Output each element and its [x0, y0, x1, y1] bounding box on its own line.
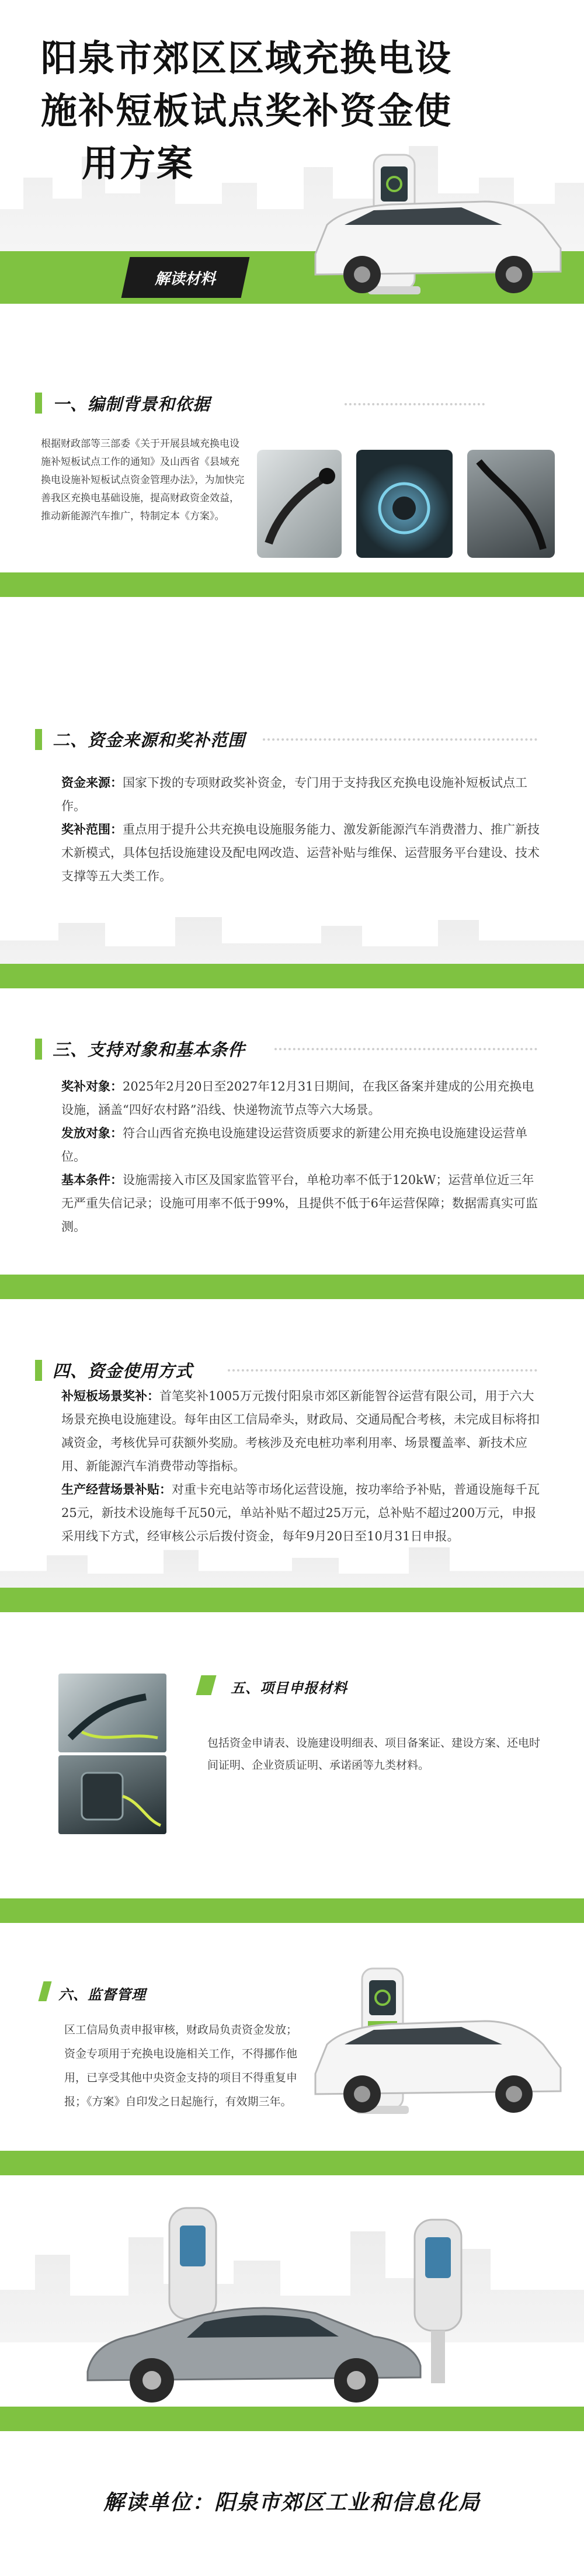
section1-heading: 一、编制背景和依据 — [53, 394, 211, 414]
section4-paragraph-1 — [61, 1384, 540, 1478]
section4-marker — [35, 1360, 42, 1381]
section3-label-2: 发放对象： — [61, 1126, 123, 1140]
section6-green-band — [0, 2151, 584, 2175]
section2-paragraph-1 — [61, 771, 540, 818]
section3-label-3: 基本条件： — [61, 1173, 123, 1187]
section3-body — [61, 1075, 540, 1238]
section4-text-2: 对重卡充电站等市场化运营设施，按功率给予补贴，普通设施每千瓦25元，新技术设施每千瓦50元，单站补贴不超过25万元，总补贴不超过200万元，申报采用线下方式，经审核公示后拨付资金，每年9月20日至10月31日申报。 — [61, 1483, 540, 1543]
section5-photo-bottom — [58, 1755, 166, 1834]
section1-green-band — [0, 572, 584, 597]
title-line-1: 阳泉市郊区区域充换电设 — [41, 37, 453, 79]
footer-issuer: 解读单位：阳泉市郊区工业和信息化局 — [103, 2491, 481, 2515]
section2-marker — [35, 729, 42, 750]
section5-text: 包括资金申请表、设施建设明细表、项目备案证、建设方案、还电时间证明、企业资质证明、承诺函等九类材料。 — [207, 1737, 541, 1772]
section1-divider — [345, 403, 485, 405]
section2-label-1: 资金来源： — [61, 776, 123, 790]
section4-divider — [228, 1369, 537, 1372]
section2-green-band — [0, 964, 584, 988]
interpretation-badge-label: 解读材料 — [155, 270, 216, 288]
section4-skyline — [0, 1542, 584, 1595]
section2-text-1: 国家下拨的专项财政奖补资金，专门用于支持我区充换电设施补短板试点工作。 — [61, 776, 527, 813]
section1-marker — [35, 393, 42, 414]
section2-text-2: 重点用于提升公共充换电设施服务能力、激发新能源汽车消费潜力、推广新技术新模式，具体包括设施建设及配电网改造、运营补贴与维保、运营服务平台建设、技术支撑等五大类工作。 — [61, 822, 540, 883]
section4-label-1: 补短板场景奖补： — [61, 1389, 159, 1403]
section2-heading: 二、资金来源和奖补范围 — [53, 730, 246, 750]
section4-green-band — [0, 1588, 584, 1612]
section2-body — [61, 771, 540, 888]
section3-paragraph-3 — [61, 1168, 540, 1238]
section4-heading: 四、资金使用方式 — [53, 1361, 193, 1381]
car-charger-illustration — [310, 137, 566, 313]
section6-text: 区工信局负责申报审核，财政局负责资金发放；资金专项用于充换电设施相关工作，不得挪作他用，已享受其他中央资金支持的项目不得重复申报；《方案》自印发之日起施行，有效期三年。 — [64, 2023, 298, 2108]
section5-marker — [196, 1675, 216, 1695]
section5-green-band — [0, 1898, 584, 1923]
section5-heading: 五、项目申报材料 — [231, 1680, 347, 1696]
section4-body — [61, 1384, 540, 1548]
section2-divider — [263, 738, 537, 741]
title-line-3: 用方案 — [82, 142, 194, 185]
section3-divider — [274, 1048, 537, 1050]
section3-marker — [35, 1039, 42, 1060]
section3-heading: 三、支持对象和基本条件 — [53, 1040, 246, 1060]
section6-marker — [38, 1981, 51, 2001]
section1-photo-1 — [257, 450, 342, 558]
section2-label-2: 奖补范围： — [61, 822, 123, 836]
section5-photo-top — [58, 1674, 166, 1752]
section1-photo-3 — [467, 450, 555, 558]
section3-text-1: 2025年2月20日至2027年12月31日期间，在我区备案并建成的公用充换电设施，涵盖“四好农村路”沿线、快递物流节点等六大场景。 — [61, 1079, 534, 1117]
section6-heading: 六、监督管理 — [58, 1987, 146, 2003]
footer-car-chargers-illustration — [82, 2202, 502, 2424]
title-line-2: 施补短板试点奖补资金使 — [41, 89, 453, 132]
section1-text: 根据财政部等三部委《关于开展县域充换电设施补短板试点工作的通知》及山西省《县域充换电设施补短板试点资金管理办法》，为加快完善我区充换电基础设施，提高财政资金效益，推动新能源汽车推广，特制定本《方案》。 — [41, 438, 245, 522]
section3-green-band — [0, 1275, 584, 1299]
section3-label-1: 奖补对象： — [61, 1079, 123, 1093]
section2-skyline — [0, 911, 584, 970]
section2-paragraph-2 — [61, 818, 540, 888]
section3-paragraph-1 — [61, 1075, 540, 1122]
section3-text-3: 设施需接入市区及国家监管平台，单枪功率不低于120kW；运营单位近三年无严重失信记录；设施可用率不低于99%，且提供不低于6年运营保障；数据需真实可监测。 — [61, 1173, 538, 1234]
interpretation-badge — [121, 257, 250, 298]
section4-label-2: 生产经营场景补贴： — [61, 1483, 172, 1497]
section3-paragraph-2 — [61, 1122, 540, 1168]
section6-car-charger-illustration — [304, 1957, 566, 2138]
section4-text-1: 首笔奖补1005万元拨付阳泉市郊区新能智谷运营有限公司，用于六大场景充换电设施建设。每年由区工信局牵头，财政局、交通局配合考核，未完成目标将扣减资金，考核优异可获额外奖励。考核涉及充电桩功率利用率、场景覆盖率、新技术应用、新能源汽车消费带动等指标。 — [61, 1389, 540, 1473]
section3-text-2: 符合山西省充换电设施建设运营资质要求的新建公用充换电设施建设运营单位。 — [61, 1126, 527, 1164]
section4-paragraph-2 — [61, 1478, 540, 1548]
footer-green-band — [0, 2407, 584, 2431]
section1-photo-2 — [356, 450, 453, 558]
